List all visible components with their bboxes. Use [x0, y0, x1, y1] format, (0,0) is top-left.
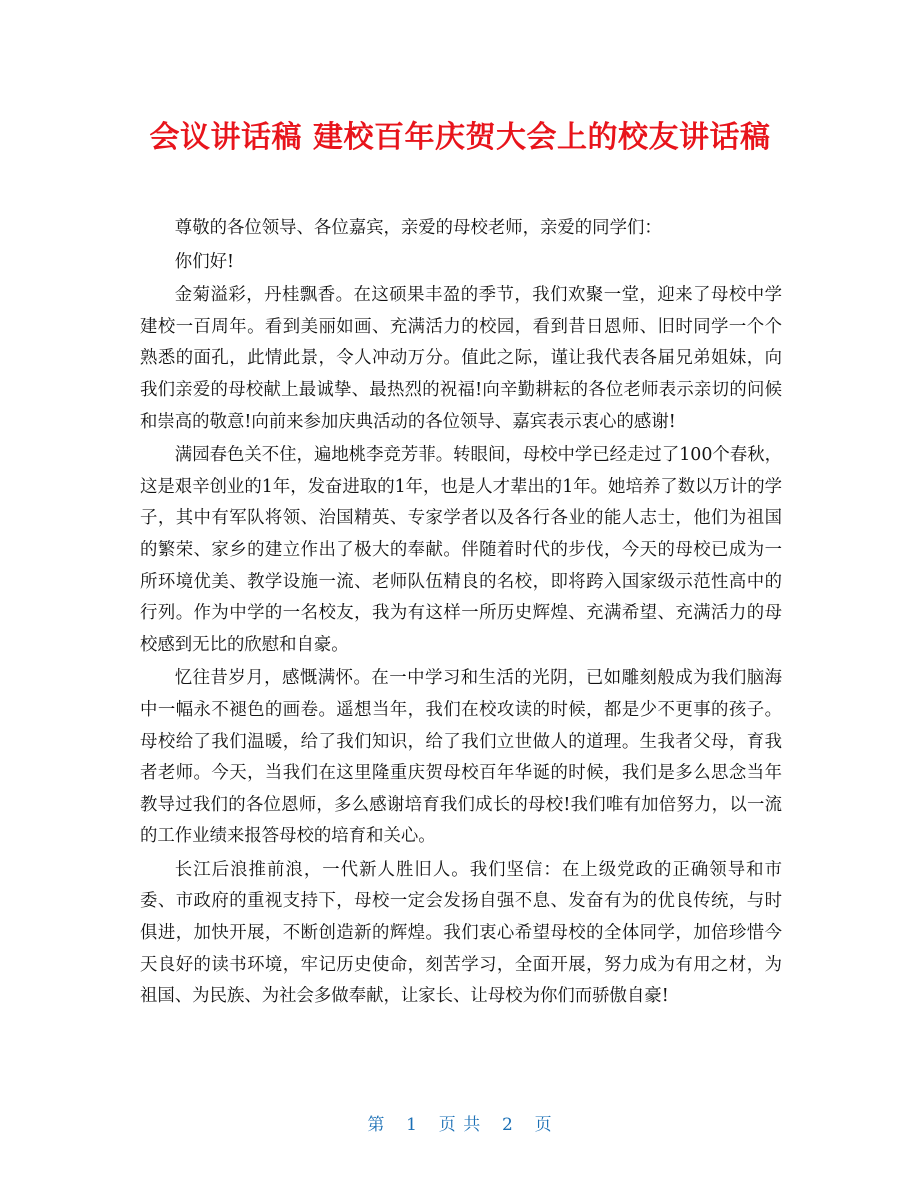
- paragraph-1: 金菊溢彩，丹桂飘香。在这硕果丰盈的季节，我们欢聚一堂，迎来了母校中学建校一百周年。看到美丽如画、充满活力的校园，看到昔日恩师、旧时同学一个个熟悉的面孔，此情此景，令人冲动万分。值此之际，谨让我代表各届兄弟姐妹，向我们亲爱的母校献上最诚挚、最热烈的祝福!向辛勤耕耘的各位老师表示亲切的问候和崇高的敬意!向前来参加庆典活动的各位领导、嘉宾表示衷心的感谢!: [140, 285, 782, 432]
- paragraph-4: 长江后浪推前浪，一代新人胜旧人。我们坚信：在上级党政的正确领导和市委、市政府的重视支持下，母校一定会发扬自强不息、发奋有为的优良传统，与时俱进，加快开展，不断创造新的辉煌。我们衷心希望母校的全体同学，加倍珍惜今天良好的读书环境，牢记历史使命，刻苦学习，全面开展，努力成为有用之材，为祖国、为民族、为社会多做奉献，让家长、让母校为你们而骄傲自豪!: [140, 859, 782, 1007]
- footer-prefix: 第: [367, 1115, 386, 1135]
- footer-current-page: 1: [406, 1115, 418, 1135]
- paragraph-3: 忆往昔岁月，感慨满怀。在一中学习和生活的光阴，已如雕刻般成为我们脑海中一幅永不褪色的画卷。遥想当年，我们在校攻读的时候，都是少不更事的孩子。母校给了我们温暖，给了我们知识，给了我们立世做人的道理。生我者父母，育我者老师。今天，当我们在这里隆重庆贺母校百年华诞的时候，我们是多么思念当年教导过我们的各位恩师，多么感谢培育我们成长的母校!我们唯有加倍努力，以一流的工作业绩来报答母校的培育和关心。: [140, 668, 782, 847]
- document-title: 会议讲话稿 建校百年庆贺大会上的校友讲话稿: [149, 120, 771, 155]
- footer-suffix: 页: [534, 1115, 553, 1135]
- document-body: [140, 213, 782, 1015]
- paragraph-2: 满园春色关不住，遍地桃李竞芳菲。转眼间，母校中学已经走过了100个春秋，这是艰辛创业的1年，发奋进取的1年，也是人才辈出的1年。她培养了数以万计的学子，其中有军队将领、治国精英、专家学者以及各行各业的能人志士，他们为祖国的繁荣、家乡的建立作出了极大的奉献。伴随着时代的步伐，今天的母校已成为一所环境优美、教学设施一流、老师队伍精良的名校，即将跨入国家级示范性高中的行列。作为中学的一名校友，我为有这样一所历史辉煌、充满希望、充满活力的母校感到无比的欣慰和自豪。: [140, 445, 782, 655]
- paragraph-salutation: 尊敬的各位领导、各位嘉宾，亲爱的母校老师，亲爱的同学们：: [174, 218, 662, 238]
- footer-total-pages: 2: [502, 1115, 514, 1135]
- paragraph-greeting: 你们好!: [174, 251, 234, 272]
- footer-middle: 页 共: [438, 1115, 482, 1135]
- page-number-footer: [0, 1113, 920, 1137]
